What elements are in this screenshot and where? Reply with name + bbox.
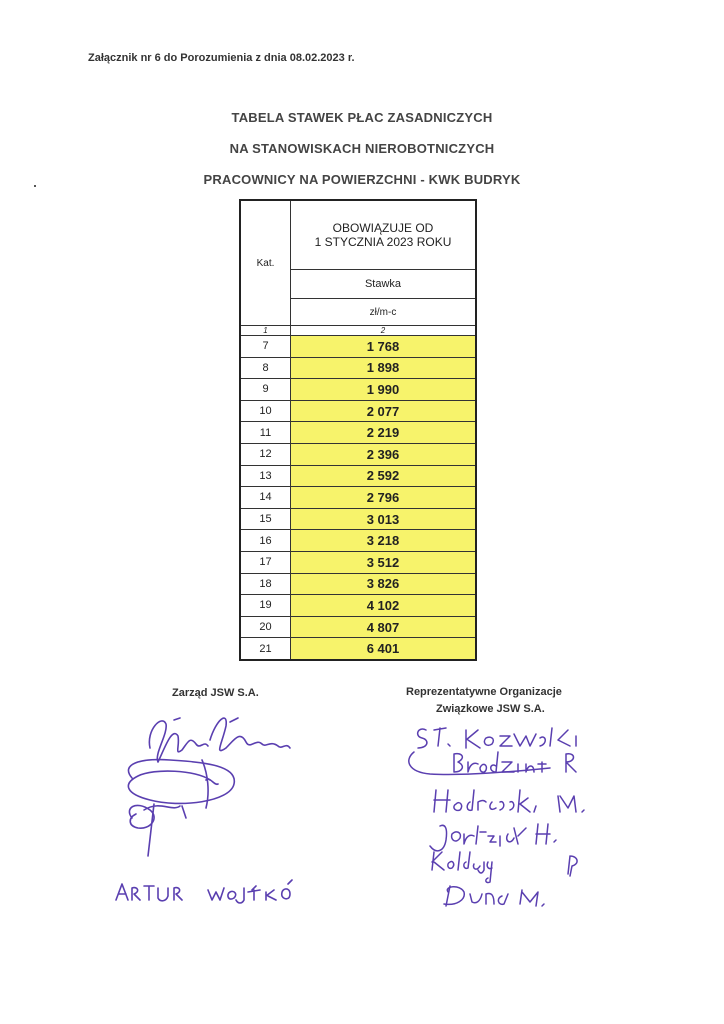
document-title-line-1: TABELA STAWEK PŁAC ZASADNICZYCH xyxy=(231,110,493,125)
table-row xyxy=(240,465,476,487)
category-cell: 8 xyxy=(240,357,291,379)
unit-header: zł/m-c xyxy=(291,299,477,326)
rate-cell: 3 512 xyxy=(291,551,477,573)
signature-duna xyxy=(444,886,544,906)
table-row xyxy=(240,336,476,358)
rate-cell: 3 826 xyxy=(291,573,477,595)
document-title-line-3: PRACOWNICY NA POWIERZCHNI - KWK BUDRYK xyxy=(203,172,521,187)
table-row xyxy=(240,422,476,444)
table-row xyxy=(240,616,476,638)
category-cell: 17 xyxy=(240,551,291,573)
table-row xyxy=(240,357,476,379)
rate-cell: 2 592 xyxy=(291,465,477,487)
category-cell: 18 xyxy=(240,573,291,595)
valid-from-line-2: 1 STYCZNIA 2023 ROKU xyxy=(314,235,452,249)
rate-cell: 1 768 xyxy=(291,336,477,358)
signature-brodzinski xyxy=(409,752,576,775)
category-cell: 13 xyxy=(240,465,291,487)
rate-header: Stawka xyxy=(291,270,477,299)
category-cell: 10 xyxy=(240,400,291,422)
table-row xyxy=(240,595,476,617)
unions-signature-heading-line-2: Związkowe JSW S.A. xyxy=(436,703,545,715)
category-cell: 14 xyxy=(240,487,291,509)
signature-1 xyxy=(149,718,290,762)
table-row xyxy=(240,379,476,401)
rate-cell: 3 218 xyxy=(291,530,477,552)
category-cell: 16 xyxy=(240,530,291,552)
document-title-line-2: NA STANOWISKACH NIEROBOTNICZYCH xyxy=(229,141,495,156)
management-signature-heading: Zarząd JSW S.A. xyxy=(172,687,259,699)
table-row xyxy=(240,638,476,660)
rate-cell: 1 990 xyxy=(291,379,477,401)
rate-cell: 6 401 xyxy=(291,638,477,660)
table-row xyxy=(240,508,476,530)
column-number-row xyxy=(240,326,476,336)
column-number-2: 2 xyxy=(291,326,477,336)
table-row xyxy=(240,551,476,573)
category-cell: 15 xyxy=(240,508,291,530)
management-signatures xyxy=(110,700,310,920)
rate-cell: 2 077 xyxy=(291,400,477,422)
rate-cell: 4 102 xyxy=(291,595,477,617)
table-row xyxy=(240,487,476,509)
table-row xyxy=(240,443,476,465)
table-row xyxy=(240,400,476,422)
rate-cell: 2 396 xyxy=(291,443,477,465)
rates-table xyxy=(239,199,477,661)
category-header: Kat. xyxy=(240,200,291,326)
category-cell: 19 xyxy=(240,595,291,617)
category-cell: 9 xyxy=(240,379,291,401)
signature-hadraszek xyxy=(434,790,584,812)
signature-2 xyxy=(128,760,234,808)
category-cell: 11 xyxy=(240,422,291,444)
signature-jarzembek xyxy=(430,824,556,851)
rate-cell: 2 796 xyxy=(291,487,477,509)
unions-signature-heading-line-1: Reprezentatywne Organizacje xyxy=(406,686,562,698)
scan-speck xyxy=(34,185,36,187)
header-row xyxy=(240,200,476,270)
rate-cell: 1 898 xyxy=(291,357,477,379)
table-row xyxy=(240,530,476,552)
rate-cell: 2 219 xyxy=(291,422,477,444)
category-cell: 12 xyxy=(240,443,291,465)
valid-from-line-1: OBOWIĄZUJE OD xyxy=(332,221,434,235)
signature-4-text xyxy=(116,880,292,903)
table-row xyxy=(240,573,476,595)
rate-cell: 4 807 xyxy=(291,616,477,638)
category-cell: 21 xyxy=(240,638,291,660)
valid-from-header xyxy=(291,200,477,270)
signature-kolodziej xyxy=(432,852,577,883)
signature-3 xyxy=(129,804,186,856)
category-cell: 7 xyxy=(240,336,291,358)
rate-cell: 3 013 xyxy=(291,508,477,530)
signature-kozlowski xyxy=(418,728,576,748)
column-number-1: 1 xyxy=(240,326,291,336)
union-signatures xyxy=(400,716,600,916)
annex-reference: Załącznik nr 6 do Porozumienia z dnia 08.02.2023 r. xyxy=(88,52,355,64)
category-cell: 20 xyxy=(240,616,291,638)
